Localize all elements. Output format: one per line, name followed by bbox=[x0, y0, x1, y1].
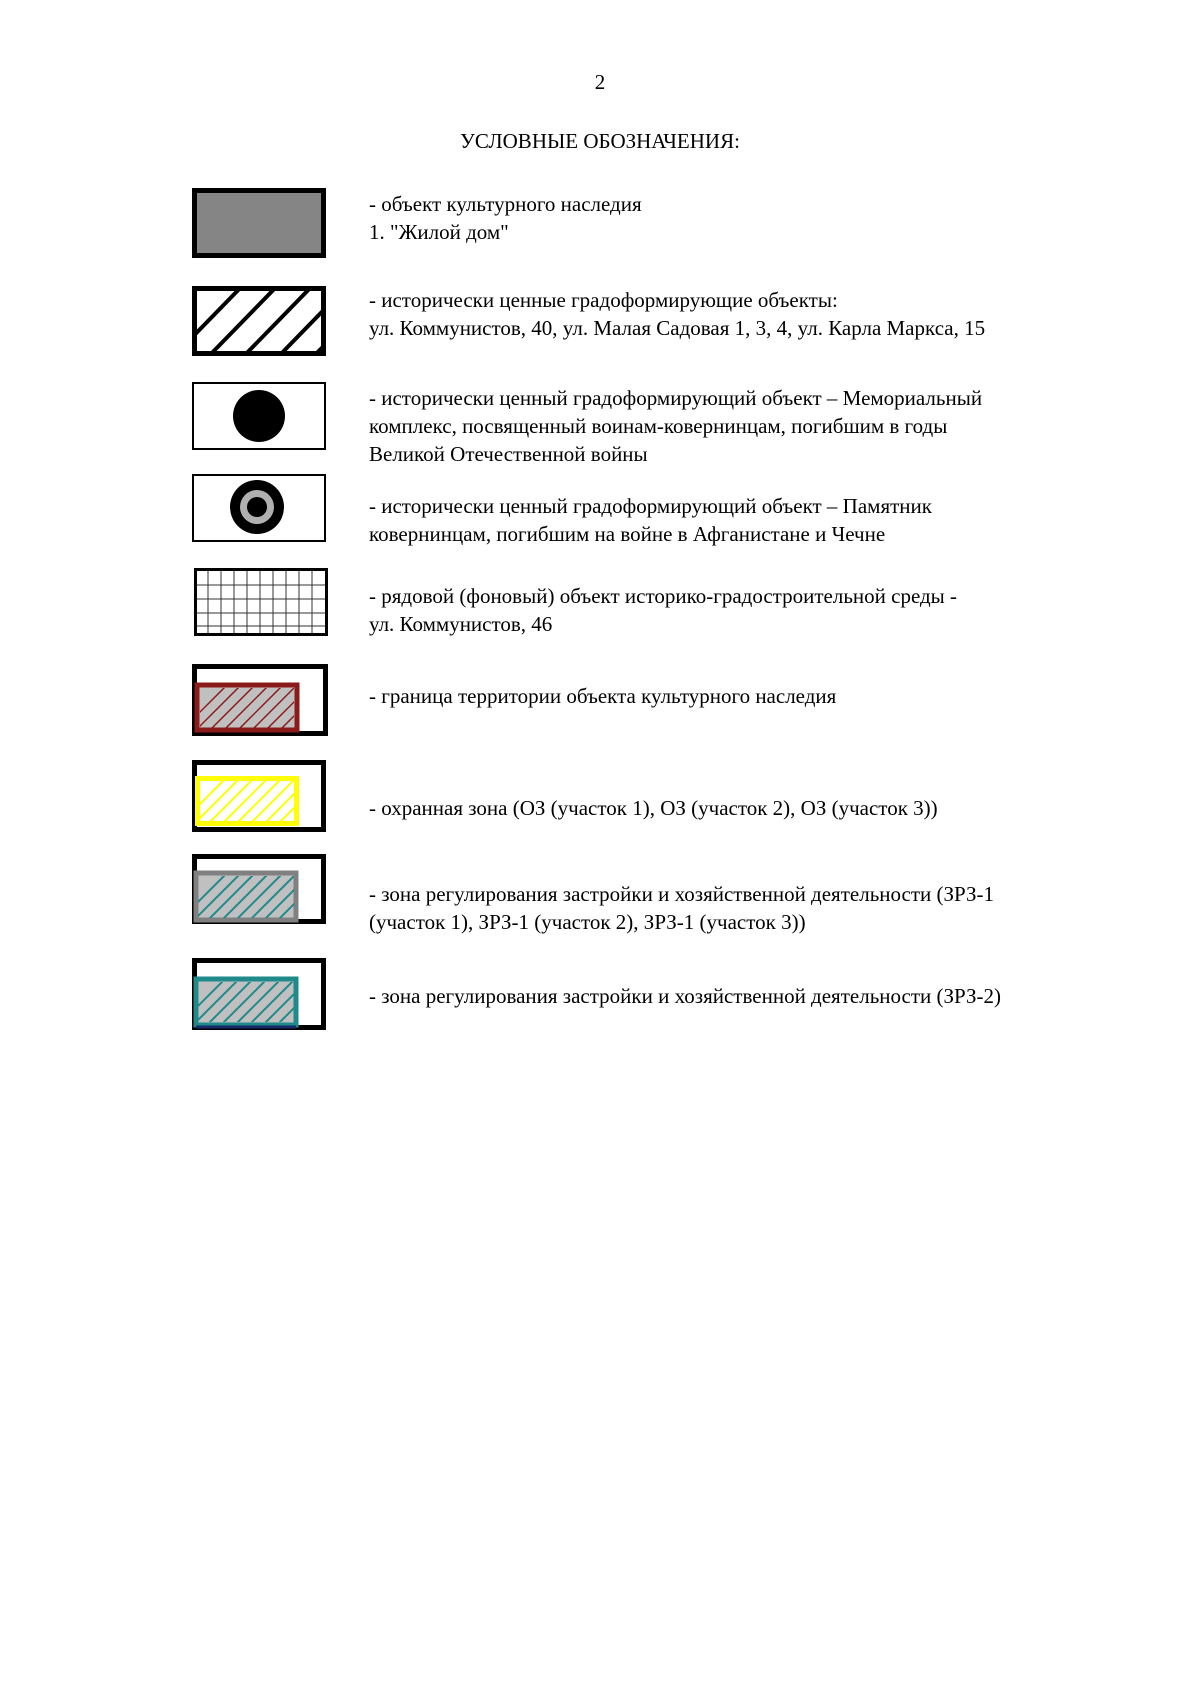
legend-line: - охранная зона (ОЗ (участок 1), ОЗ (участок 2), ОЗ (участок 3)) bbox=[369, 796, 938, 820]
legend-line: - исторически ценные градоформирующие объекты: bbox=[369, 288, 838, 312]
legend-line: - зона регулирования застройки и хозяйственной деятельности (ЗРЗ-2) bbox=[369, 984, 1001, 1008]
black-dot-swatch bbox=[192, 382, 326, 450]
legend-line: ул. Коммунистов, 46 bbox=[369, 612, 553, 636]
legend-line: - исторически ценный градоформирующий объект – Памятник bbox=[369, 494, 932, 518]
legend-text bbox=[369, 492, 1129, 548]
legend-text bbox=[369, 190, 1129, 246]
legend-line: - исторически ценный градоформирующий объект – Мемориальный bbox=[369, 386, 983, 410]
legend-line: - граница территории объекта культурного наследия bbox=[369, 684, 837, 708]
legend-text bbox=[369, 682, 1129, 710]
legend-line: (участок 1), ЗРЗ-1 (участок 2), ЗРЗ-1 (участок 3)) bbox=[369, 910, 806, 934]
grid-swatch bbox=[194, 568, 328, 636]
legend-text bbox=[369, 582, 1129, 638]
legend-line: - рядовой (фоновый) объект историко-градостроительной среды - bbox=[369, 584, 958, 608]
legend-line: - зона регулирования застройки и хозяйственной деятельности (ЗРЗ-1 bbox=[369, 882, 994, 906]
legend-line: ул. Коммунистов, 40, ул. Малая Садовая 1, 3, 4, ул. Карла Маркса, 15 bbox=[369, 316, 986, 340]
zrz-1-swatch bbox=[192, 854, 326, 924]
legend-text bbox=[369, 384, 1129, 468]
heritage-object-swatch bbox=[192, 188, 326, 258]
legend-text bbox=[369, 794, 1129, 822]
legend-text bbox=[369, 982, 1129, 1010]
black-dot-icon bbox=[233, 390, 285, 442]
legend-text bbox=[369, 880, 1129, 936]
legend-line: - объект культурного наследия bbox=[369, 192, 642, 216]
zrz-2-swatch bbox=[192, 958, 326, 1030]
diagonal-hatch-swatch bbox=[192, 286, 326, 356]
legend-line: комплекс, посвященный воинам-ковернинцам, погибшим в годы bbox=[369, 414, 948, 438]
ring-dot-swatch bbox=[192, 474, 326, 542]
legend-title: УСЛОВНЫЕ ОБОЗНАЧЕНИЯ: bbox=[460, 129, 740, 153]
legend-text bbox=[369, 286, 1129, 342]
legend-line: Великой Отечественной войны bbox=[369, 442, 648, 466]
legend-line: 1. "Жилой дом" bbox=[369, 220, 509, 244]
legend-line: ковернинцам, погибшим на войне в Афганистане и Чечне bbox=[369, 522, 886, 546]
protection-zone-swatch bbox=[192, 760, 326, 832]
page-number: 2 bbox=[594, 70, 606, 94]
heritage-boundary-swatch bbox=[192, 664, 328, 736]
